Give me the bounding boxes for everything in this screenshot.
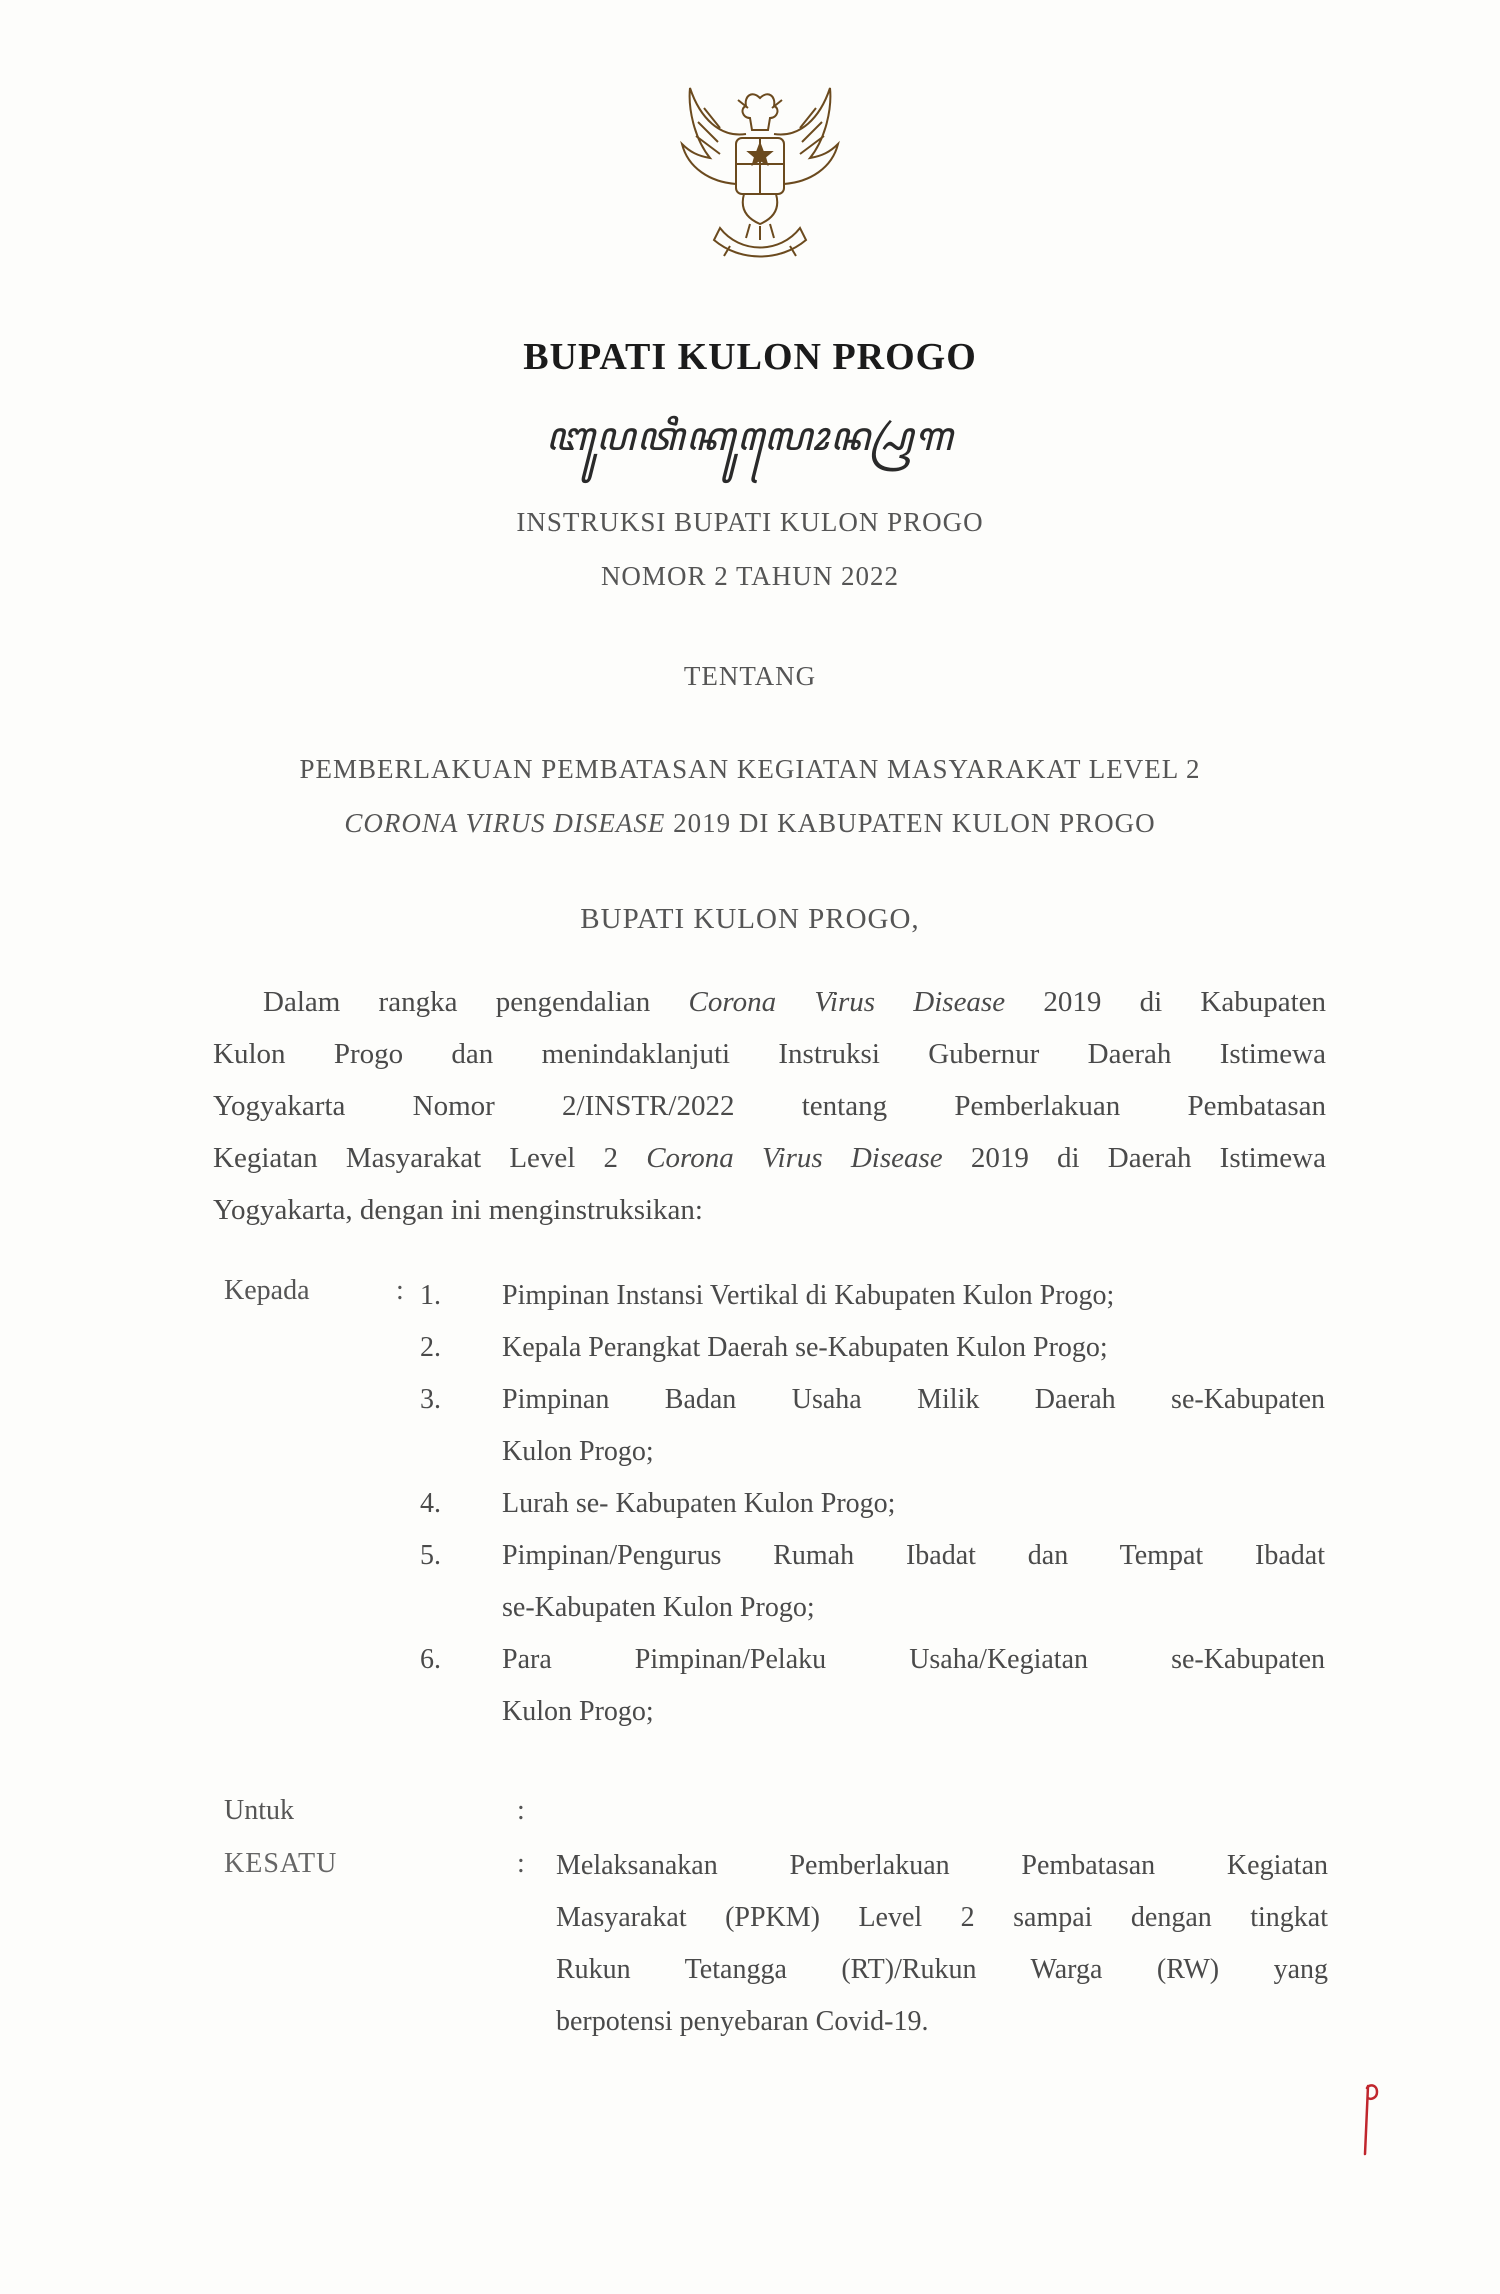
- instruction-number: NOMOR 2 TAHUN 2022: [600, 561, 900, 591]
- issuer-heading: BUPATI KULON PROGO,: [580, 903, 920, 935]
- recipient-list: [420, 1270, 1325, 1738]
- subject-line-2: CORONA VIRUS DISEASE 2019 DI KABUPATEN KULON PROGO: [344, 808, 1156, 838]
- preamble-line: Kegiatan Masyarakat Level 2 Corona Virus Disease 2019 di Daerah Istimewa: [213, 1142, 1326, 1174]
- list-item-text: Kulon Progo;: [502, 1696, 654, 1727]
- subject-line-1: PEMBERLAKUAN PEMBATASAN KEGIATAN MASYARAKAT LEVEL 2: [299, 754, 1201, 784]
- preamble-line: Dalam rangka pengendalian Corona Virus Disease 2019 di Kabupaten: [263, 986, 1326, 1018]
- document-title: BUPATI KULON PROGO: [523, 336, 977, 378]
- list-item-number: 5.: [420, 1540, 441, 1571]
- preamble-paragraph: [213, 976, 1326, 1236]
- list-item: [420, 1322, 1325, 1374]
- kepada-colon: :: [396, 1275, 404, 1306]
- untuk-label: Untuk: [224, 1795, 294, 1826]
- list-item-text: Lurah se- Kabupaten Kulon Progo;: [502, 1488, 896, 1519]
- list-item-number: 2.: [420, 1332, 441, 1363]
- list-item: [420, 1634, 1325, 1738]
- list-item-text: Pimpinan/Pengurus Rumah Ibadat dan Tempat Ibadat: [502, 1540, 1325, 1571]
- kepada-label: Kepada: [224, 1275, 310, 1306]
- kesatu-line: berpotensi penyebaran Covid-19.: [556, 2006, 929, 2037]
- paraf-initial-icon: [1355, 2080, 1385, 2160]
- list-item-text: se-Kabupaten Kulon Progo;: [502, 1592, 815, 1623]
- list-item-number: 3.: [420, 1384, 441, 1415]
- list-item: [420, 1478, 1325, 1530]
- list-item-text: Kepala Perangkat Daerah se-Kabupaten Kulon Progo;: [502, 1332, 1108, 1363]
- kesatu-label: KESATU: [224, 1848, 338, 1879]
- list-item: [420, 1530, 1325, 1634]
- kesatu-colon: :: [517, 1848, 525, 1879]
- list-item-number: 4.: [420, 1488, 441, 1519]
- kesatu-line: Masyarakat (PPKM) Level 2 sampai dengan tingkat: [556, 1902, 1328, 1933]
- list-item-text: Pimpinan Instansi Vertikal di Kabupaten Kulon Progo;: [502, 1280, 1115, 1311]
- list-item-text: Pimpinan Badan Usaha Milik Daerah se-Kabupaten: [502, 1384, 1325, 1415]
- list-item: [420, 1374, 1325, 1478]
- about-heading: TENTANG: [683, 661, 817, 691]
- kesatu-line: Melaksanakan Pemberlakuan Pembatasan Kegiatan: [556, 1850, 1328, 1881]
- preamble-line: Yogyakarta Nomor 2/INSTR/2022 tentang Pemberlakuan Pembatasan: [213, 1090, 1326, 1122]
- list-item-text: Para Pimpinan/Pelaku Usaha/Kegiatan se-Kabupaten: [502, 1644, 1325, 1675]
- kesatu-text: [556, 1840, 1328, 2048]
- list-item: [420, 1270, 1325, 1322]
- javanese-script-title: ꦧꦸꦥꦠꦶꦏꦸꦭꦺꦴꦤ꧀ꦥꦿꦒ: [545, 414, 955, 459]
- list-item-text: Kulon Progo;: [502, 1436, 654, 1467]
- preamble-line: Kulon Progo dan menindaklanjuti Instruksi Gubernur Daerah Istimewa: [213, 1038, 1326, 1070]
- instruction-heading: INSTRUKSI BUPATI KULON PROGO: [516, 507, 984, 537]
- list-item-number: 1.: [420, 1280, 441, 1311]
- kesatu-line: Rukun Tetangga (RT)/Rukun Warga (RW) yang: [556, 1954, 1328, 1985]
- garuda-emblem-icon: [660, 78, 860, 268]
- list-item-number: 6.: [420, 1644, 441, 1675]
- preamble-line: Yogyakarta, dengan ini menginstruksikan:: [213, 1194, 703, 1226]
- untuk-colon: :: [517, 1795, 525, 1826]
